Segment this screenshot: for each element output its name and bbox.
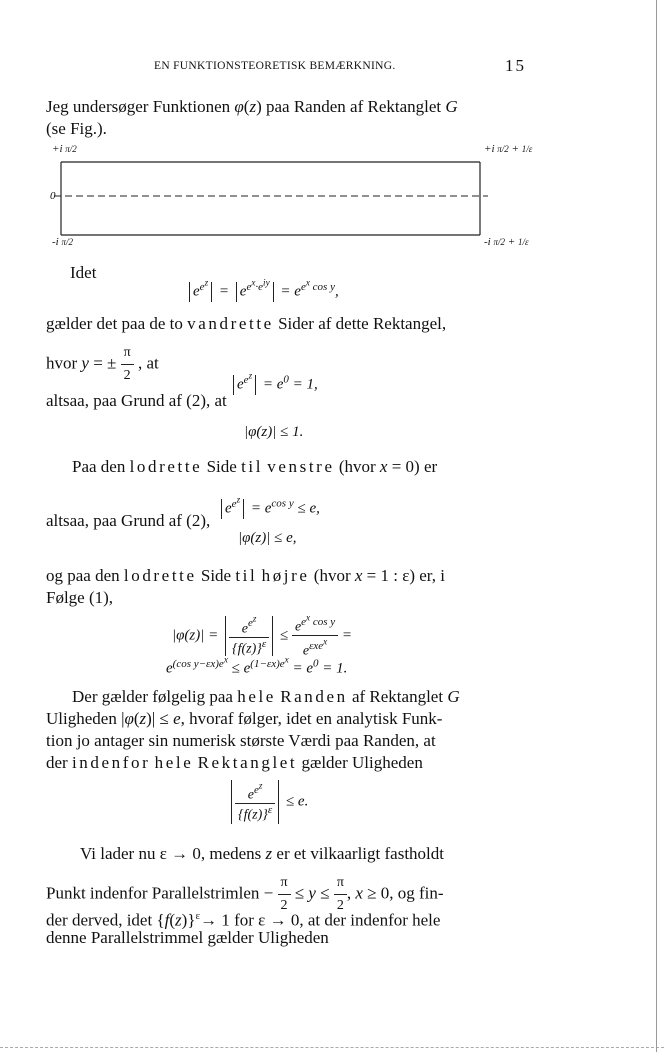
paragraph-8-line-3: der derved, idet $\{f(z)\}^\varepsilon\to 1$ for ε → 0, at der indenfor hele bbox=[46, 910, 441, 930]
fig-label-origin: 0 bbox=[50, 190, 56, 202]
paragraph-8-line-1: Vi lader nu ε → 0, medens z er et vilkaarligt fastholdt bbox=[80, 844, 444, 863]
fig-label-bottom-left: -i π/2 bbox=[52, 236, 73, 248]
equation-2: $e^{e^z} = e^0 = 1$, bbox=[230, 370, 318, 395]
bottom-scan-edge bbox=[0, 1047, 664, 1048]
idet-word: Idet bbox=[70, 263, 97, 282]
paragraph-8-line-4: denne Parallelstrimmel gælder Uligheden bbox=[46, 928, 329, 947]
paragraph-7-line-1: Der gælder følgelig paa hele Randen af Rektanglet G bbox=[72, 687, 460, 706]
rectangle-figure bbox=[40, 140, 560, 260]
running-title: EN FUNKTIONSTEORETISK BEMÆRKNING. bbox=[154, 60, 396, 72]
paragraph-8-line-2: Punkt indenfor Parallelstrimlen − $\frac{\pi}{2}$ ≤ y ≤ $\frac{\pi}{2}$ , x ≥ 0, og fin- bbox=[46, 872, 444, 917]
right-scan-edge bbox=[656, 0, 657, 1052]
paragraph-6-line-2: Følge (1), bbox=[46, 588, 114, 607]
paragraph-1-line-2: (se Fig.). bbox=[46, 119, 107, 138]
equation-7: $\frac{e^{e^z}}{\{f(z)\}^\varepsilon}$ ≤ e. bbox=[228, 780, 308, 824]
equation-3: |φ(z)| ≤ 1. bbox=[244, 424, 304, 440]
page-number: 15 bbox=[505, 56, 526, 75]
equation-6a: |φ(z)| = $\frac{e^{e^z}}{\{f(z)\}^\varepsilon}$ ≤ $\frac{e^{e^x cos y}}{e^{\varepsilon xe^x}}$ = bbox=[172, 612, 353, 659]
paragraph-7-line-4: der indenfor hele Rektanglet gælder Uligheden bbox=[46, 753, 423, 772]
paragraph-2-line-2: hvor y = ± $\frac{\pi}{2}$ , at bbox=[46, 342, 159, 387]
paragraph-1-line-1: Jeg undersøger Funktionen φ(z) paa Randen af Rektanglet G bbox=[46, 97, 458, 116]
fig-label-top-left: +i π/2 bbox=[52, 143, 77, 155]
paragraph-6-line-1: og paa den lodrette Side til højre (hvor x = 1 : ε) er, i bbox=[46, 566, 446, 585]
equation-1: $e^{e^z} = e^{e^x\cdot e^{iy}} = e^{e^x cos y}$, bbox=[186, 277, 339, 302]
equation-6b: $e^{(cos y-\varepsilon x)e^x} \le e^{(1-\varepsilon x)e^x} = e^0 = 1$. bbox=[166, 654, 348, 677]
paragraph-7-line-3: tion jo antager sin numerisk største Værdi paa Randen, at bbox=[46, 731, 436, 750]
paragraph-7-line-2: Uligheden |φ(z)| ≤ e, hvoraf følger, idet en analytisk Funk- bbox=[46, 709, 443, 728]
equation-4: $e^{e^z} = e^{cos y} \le e$, bbox=[218, 494, 320, 519]
fig-label-bottom-right: -i π/2 + 1/ε bbox=[484, 236, 529, 248]
paragraph-4: Paa den lodrette Side til venstre (hvor x = 0) er bbox=[72, 457, 438, 476]
paragraph-5: altsaa, paa Grund af (2), bbox=[46, 511, 211, 530]
paragraph-3: altsaa, paa Grund af (2), at bbox=[46, 391, 227, 410]
fig-label-top-right: +i π/2 + 1/ε bbox=[484, 143, 533, 155]
equation-5: |φ(z)| ≤ e, bbox=[238, 530, 297, 546]
paragraph-2-line-1: gælder det paa de to vandrette Sider af dette Rektangel, bbox=[46, 314, 447, 333]
